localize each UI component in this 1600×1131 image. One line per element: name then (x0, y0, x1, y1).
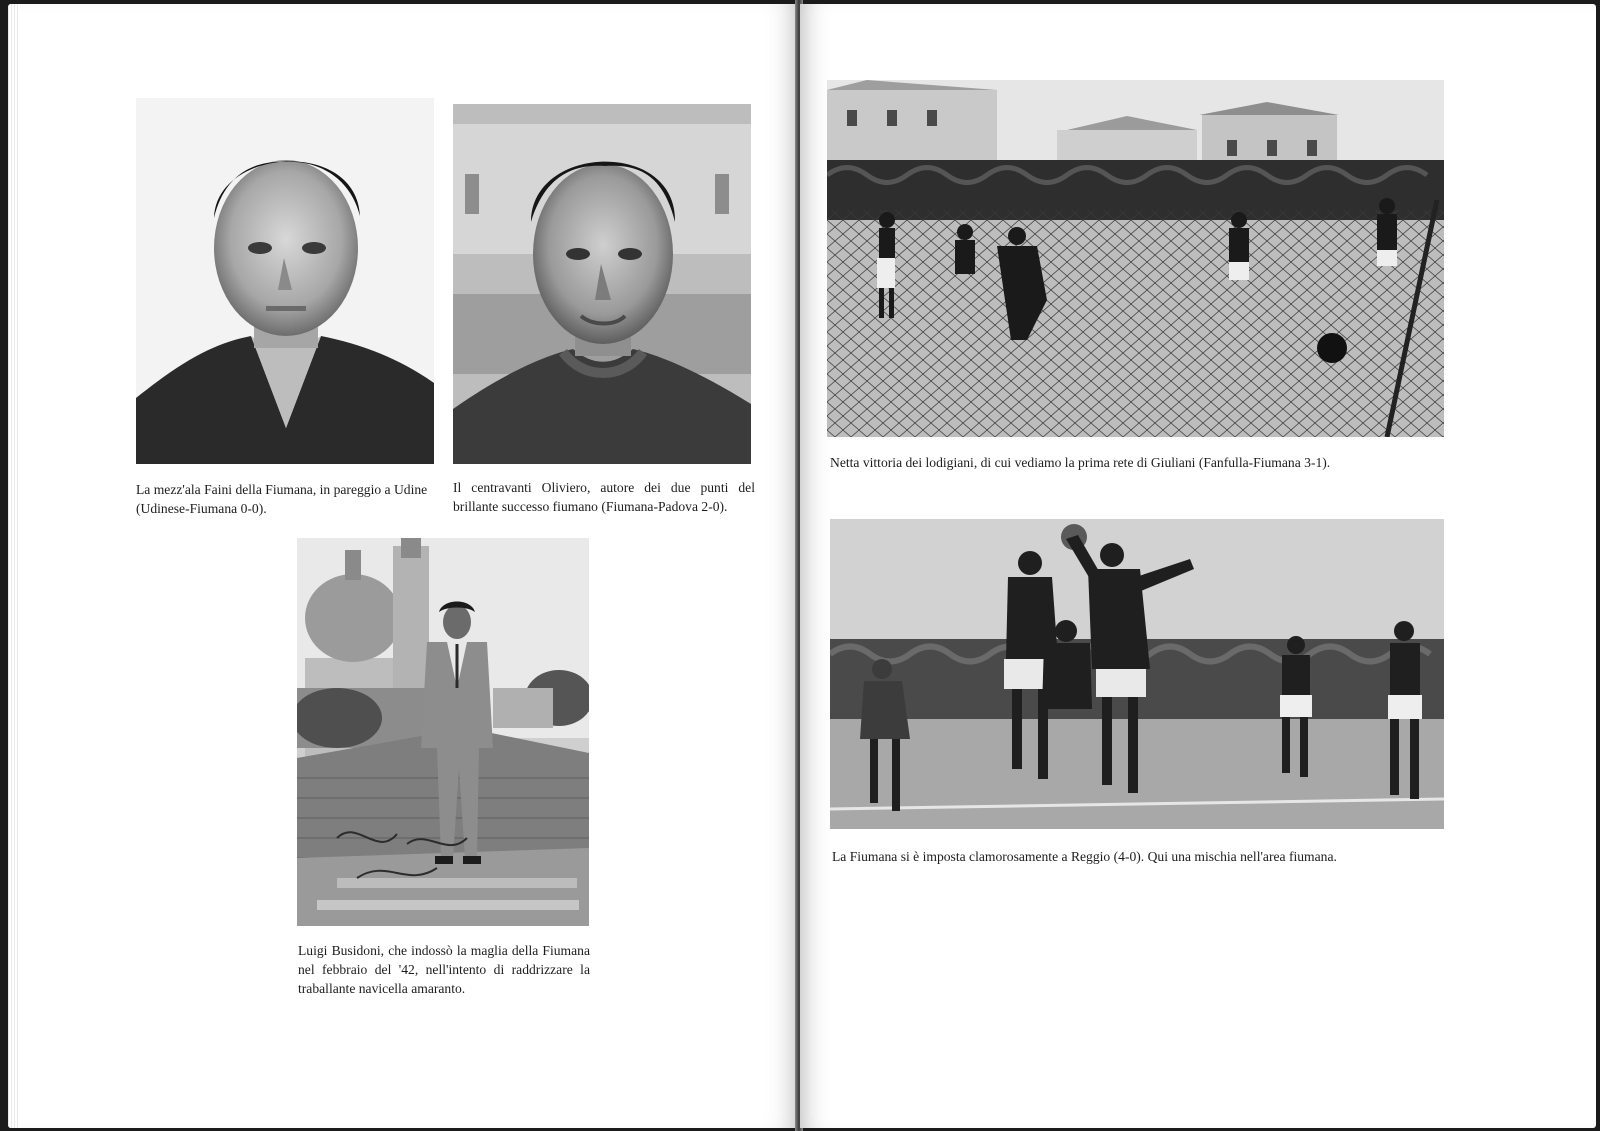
caption-faini: La mezz'ala Faini della Fiumana, in pareggio a Udine (Udinese-Fiumana 0-0). (136, 482, 428, 516)
left-page (8, 4, 798, 1128)
right-page (800, 4, 1596, 1128)
photo-oliviero-portrait (453, 104, 751, 464)
caption-oliviero: Il centravanti Oliviero, autore dei due punti del brillante successo fiumano (Fiumana-Padova 2-0). (453, 480, 755, 514)
caption-busidoni: Luigi Busidoni, che indossò la maglia della Fiumana nel febbraio del '42, nell'intento di raddrizzare la traballante navicella amaranto. (298, 943, 590, 996)
photo-reggio-scramble (830, 519, 1444, 829)
page-edge (8, 4, 20, 1128)
caption-reggio: La Fiumana si è imposta clamorosamente a Reggio (4-0). Qui una mischia nell'area fiumana. (832, 849, 1337, 864)
photo-busidoni (297, 538, 589, 926)
caption-fanfulla: Netta vittoria dei lodigiani, di cui vediamo la prima rete di Giuliani (Fanfulla-Fiumana 3-1). (830, 455, 1331, 470)
photo-faini-portrait (136, 98, 434, 464)
photo-fanfulla-goal (827, 80, 1444, 437)
